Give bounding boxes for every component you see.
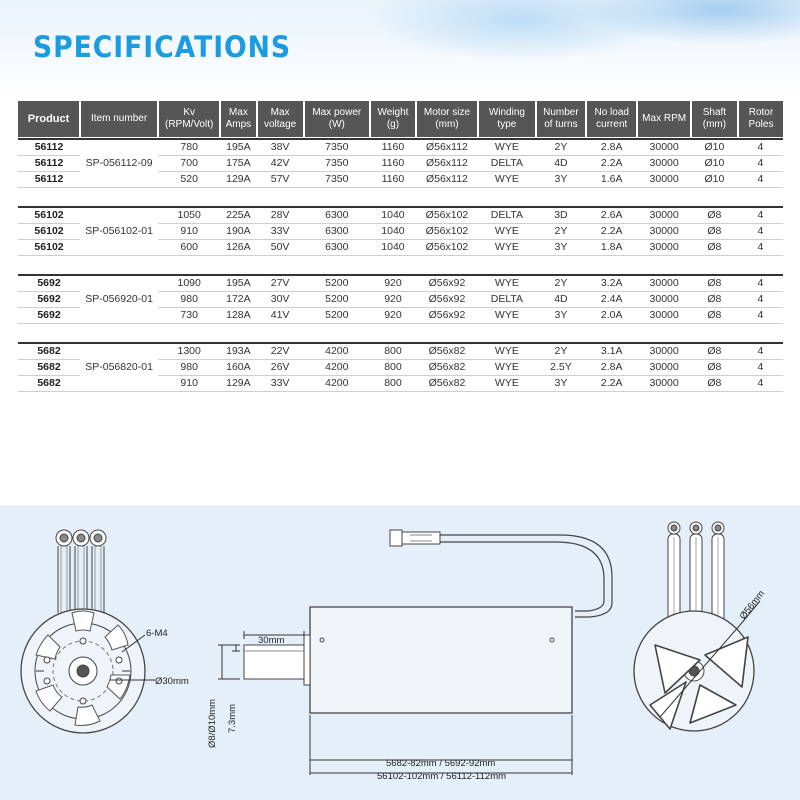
table-cell: Ø56x102: [416, 223, 478, 239]
column-header: No load current: [586, 101, 637, 137]
rear-view-right: [634, 522, 760, 731]
shaft-flat-label: 7.3mm: [227, 703, 238, 733]
table-cell: 4: [738, 375, 783, 391]
table-cell: 6300: [304, 207, 370, 223]
table-cell: 1.6A: [586, 171, 637, 187]
product-cell: 56102: [18, 223, 80, 239]
table-cell: Ø56x102: [416, 239, 478, 255]
table-cell: 30000: [637, 239, 690, 255]
table-cell: 800: [370, 359, 416, 375]
outer-diameter-label: Ø56mm: [737, 588, 768, 622]
column-header: Item number: [80, 101, 158, 137]
table-cell: 30000: [637, 155, 690, 171]
table-cell: 2.2A: [586, 375, 637, 391]
table-cell: 30000: [637, 375, 690, 391]
table-cell: 920: [370, 307, 416, 323]
table-cell: 30000: [637, 223, 690, 239]
table-cell: Ø8: [691, 375, 738, 391]
product-cell: 56112: [18, 155, 80, 171]
table-cell: WYE: [478, 359, 536, 375]
table-cell: 30000: [637, 275, 690, 291]
table-cell: 980: [158, 359, 220, 375]
table-cell: 7350: [304, 139, 370, 155]
table-cell: 126A: [220, 239, 256, 255]
table-cell: Ø8: [691, 207, 738, 223]
table-cell: 42V: [257, 155, 304, 171]
table-cell: Ø8: [691, 291, 738, 307]
bolt-circle-label: Ø30mm: [155, 676, 189, 687]
table-cell: Ø8: [691, 275, 738, 291]
table-cell: 26V: [257, 359, 304, 375]
table-cell: 4200: [304, 375, 370, 391]
column-header: Number of turns: [536, 101, 586, 137]
table-cell: 190A: [220, 223, 256, 239]
table-cell: 2.4A: [586, 291, 637, 307]
table-cell: 2.6A: [586, 207, 637, 223]
product-cell: 56112: [18, 171, 80, 187]
column-header: Max RPM: [637, 101, 690, 137]
table-cell: WYE: [478, 343, 536, 359]
table-cell: Ø10: [691, 171, 738, 187]
column-header: Max power (W): [304, 101, 370, 137]
item-number-cell: SP-056920-01: [80, 275, 158, 323]
column-header: Rotor Poles: [738, 101, 783, 137]
product-cell: 56102: [18, 207, 80, 223]
table-cell: 4: [738, 343, 783, 359]
column-header: Shaft (mm): [691, 101, 738, 137]
table-cell: 800: [370, 375, 416, 391]
table-row: [18, 275, 783, 291]
table-cell: 33V: [257, 375, 304, 391]
table-cell: Ø56x92: [416, 307, 478, 323]
table-cell: 7350: [304, 155, 370, 171]
table-cell: Ø56x82: [416, 359, 478, 375]
table-cell: 30000: [637, 207, 690, 223]
table-cell: 4: [738, 139, 783, 155]
specifications-table: [18, 101, 783, 392]
table-cell: 30000: [637, 307, 690, 323]
length-label-2: 56102-102mm / 56112-112mm: [377, 771, 507, 782]
table-cell: Ø56x112: [416, 155, 478, 171]
shaft-diameter-label: Ø8/Ø10mm: [207, 698, 218, 748]
table-cell: DELTA: [478, 155, 536, 171]
table-cell: WYE: [478, 375, 536, 391]
table-cell: Ø8: [691, 307, 738, 323]
column-header: Motor size (mm): [416, 101, 478, 137]
table-cell: 27V: [257, 275, 304, 291]
product-cell: 5692: [18, 307, 80, 323]
item-number-cell: SP-056112-09: [80, 139, 158, 187]
table-cell: 920: [370, 291, 416, 307]
table-cell: 1160: [370, 139, 416, 155]
technical-drawing: [0, 505, 800, 800]
table-cell: 3Y: [536, 171, 586, 187]
table-cell: Ø8: [691, 239, 738, 255]
front-view-left: [21, 530, 155, 733]
product-cell: 56112: [18, 139, 80, 155]
table-cell: 4D: [536, 291, 586, 307]
table-cell: 2.8A: [586, 139, 637, 155]
table-cell: WYE: [478, 223, 536, 239]
table-cell: 600: [158, 239, 220, 255]
table-cell: 700: [158, 155, 220, 171]
table-cell: 1040: [370, 223, 416, 239]
table-cell: Ø10: [691, 139, 738, 155]
table-cell: 4: [738, 359, 783, 375]
table-cell: 3Y: [536, 307, 586, 323]
table-cell: Ø8: [691, 343, 738, 359]
table-cell: 129A: [220, 171, 256, 187]
table-cell: 4: [738, 307, 783, 323]
table-cell: WYE: [478, 275, 536, 291]
table-cell: 3D: [536, 207, 586, 223]
table-cell: WYE: [478, 239, 536, 255]
table-cell: 910: [158, 375, 220, 391]
table-cell: 4: [738, 207, 783, 223]
table-cell: 1160: [370, 171, 416, 187]
page-title: SPECIFICATIONS: [33, 30, 292, 64]
item-number-cell: SP-056820-01: [80, 343, 158, 391]
table-row: [18, 207, 783, 223]
table-cell: 1.8A: [586, 239, 637, 255]
table-cell: 4: [738, 275, 783, 291]
length-label-1: 5682-82mm / 5692-92mm: [386, 758, 496, 769]
table-cell: 4D: [536, 155, 586, 171]
header-banner: [0, 0, 800, 100]
technical-drawing-panel: [0, 505, 800, 800]
table-cell: Ø8: [691, 359, 738, 375]
table-cell: 4: [738, 171, 783, 187]
table-cell: 175A: [220, 155, 256, 171]
table-cell: 172A: [220, 291, 256, 307]
table-cell: 1090: [158, 275, 220, 291]
table-cell: Ø56x92: [416, 275, 478, 291]
table-cell: DELTA: [478, 291, 536, 307]
table-cell: 129A: [220, 375, 256, 391]
table-cell: 195A: [220, 139, 256, 155]
table-cell: 4: [738, 155, 783, 171]
table-cell: 2.8A: [586, 359, 637, 375]
table-cell: 980: [158, 291, 220, 307]
table-cell: 520: [158, 171, 220, 187]
table-cell: 50V: [257, 239, 304, 255]
table-cell: 5200: [304, 275, 370, 291]
table-cell: 1050: [158, 207, 220, 223]
table-cell: Ø56x102: [416, 207, 478, 223]
table-cell: 780: [158, 139, 220, 155]
table-cell: 4200: [304, 359, 370, 375]
table-cell: 4: [738, 239, 783, 255]
table-cell: 225A: [220, 207, 256, 223]
side-view: [218, 530, 612, 775]
table-row: [18, 343, 783, 359]
table-cell: Ø56x82: [416, 375, 478, 391]
table-cell: 3.2A: [586, 275, 637, 291]
table-cell: WYE: [478, 171, 536, 187]
table-cell: 195A: [220, 275, 256, 291]
table-cell: 33V: [257, 223, 304, 239]
shaft-length-label: 30mm: [258, 635, 285, 646]
table-cell: 30000: [637, 343, 690, 359]
product-cell: 5692: [18, 275, 80, 291]
table-cell: 3Y: [536, 375, 586, 391]
table-cell: Ø10: [691, 155, 738, 171]
column-header: Kv (RPM/Volt): [158, 101, 220, 137]
table-body: [18, 137, 783, 391]
table-cell: Ø8: [691, 223, 738, 239]
table-cell: 3.1A: [586, 343, 637, 359]
table-cell: 2.2A: [586, 155, 637, 171]
table-cell: 3Y: [536, 239, 586, 255]
table-cell: 1300: [158, 343, 220, 359]
table-cell: 1160: [370, 155, 416, 171]
table-cell: 30V: [257, 291, 304, 307]
column-header: Weight (g): [370, 101, 416, 137]
column-header: Product: [18, 101, 80, 137]
table-cell: 30000: [637, 291, 690, 307]
table-cell: 38V: [257, 139, 304, 155]
table-cell: 6300: [304, 239, 370, 255]
table-cell: 920: [370, 275, 416, 291]
table-cell: 4: [738, 291, 783, 307]
table-cell: 28V: [257, 207, 304, 223]
product-cell: 5682: [18, 359, 80, 375]
table-cell: Ø56x112: [416, 139, 478, 155]
table-cell: 730: [158, 307, 220, 323]
table-row: [18, 139, 783, 155]
table-cell: Ø56x92: [416, 291, 478, 307]
table-cell: 910: [158, 223, 220, 239]
table-cell: 2Y: [536, 343, 586, 359]
table-cell: WYE: [478, 307, 536, 323]
product-cell: 5692: [18, 291, 80, 307]
table-cell: 30000: [637, 171, 690, 187]
table-cell: 2Y: [536, 275, 586, 291]
table-cell: Ø56x82: [416, 343, 478, 359]
table-cell: Ø56x112: [416, 171, 478, 187]
table-cell: 193A: [220, 343, 256, 359]
column-header: Max voltage: [257, 101, 304, 137]
table-cell: 2.2A: [586, 223, 637, 239]
table-cell: 57V: [257, 171, 304, 187]
table-cell: 1040: [370, 239, 416, 255]
table-cell: 2Y: [536, 139, 586, 155]
table-cell: 2Y: [536, 223, 586, 239]
product-cell: 5682: [18, 343, 80, 359]
table-cell: 22V: [257, 343, 304, 359]
table-cell: WYE: [478, 139, 536, 155]
table-cell: 2.5Y: [536, 359, 586, 375]
table-cell: 160A: [220, 359, 256, 375]
table-cell: 4200: [304, 343, 370, 359]
table-header-row: [18, 101, 783, 137]
table-cell: 800: [370, 343, 416, 359]
table-cell: 6300: [304, 223, 370, 239]
table-cell: 5200: [304, 307, 370, 323]
table-cell: 4: [738, 223, 783, 239]
table-cell: 2.0A: [586, 307, 637, 323]
column-header: Max Amps: [220, 101, 256, 137]
table-cell: 5200: [304, 291, 370, 307]
product-cell: 56102: [18, 239, 80, 255]
table-cell: 30000: [637, 359, 690, 375]
item-number-cell: SP-056102-01: [80, 207, 158, 255]
table-cell: DELTA: [478, 207, 536, 223]
table-cell: 7350: [304, 171, 370, 187]
product-cell: 5682: [18, 375, 80, 391]
table-cell: 1040: [370, 207, 416, 223]
table-cell: 30000: [637, 139, 690, 155]
column-header: Winding type: [478, 101, 536, 137]
mount-holes-label: 6-M4: [146, 628, 168, 639]
table-cell: 128A: [220, 307, 256, 323]
table-cell: 41V: [257, 307, 304, 323]
